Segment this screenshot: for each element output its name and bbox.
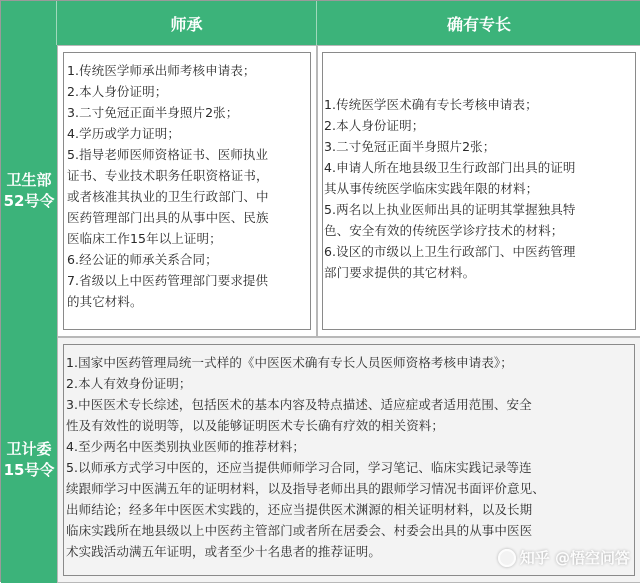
row-label-weishengbu-line1: 卫生部 <box>6 170 51 191</box>
watermark-logo-icon <box>498 549 516 567</box>
header-col-shicheng-label: 师承 <box>170 12 202 35</box>
list-item: 5.指导老师医师资格证书、医师执业 <box>67 144 269 165</box>
header-col-queyouzhuanchang <box>317 1 640 45</box>
list-item: 4.至少两名中医类别执业医师的推荐材料； <box>66 436 545 457</box>
list-item: 4.学历或学力证明； <box>67 123 269 144</box>
list-item: 6.设区的市级以上卫生行政部门、中医药管理 <box>324 241 576 262</box>
cell-queyouzhuanchang-52 <box>317 45 640 337</box>
list-item: 部门要求提供的其它材料。 <box>324 262 576 283</box>
header-corner <box>1 1 57 45</box>
header-col-queyouzhuanchang-label: 确有专长 <box>447 12 511 35</box>
row-label-weishengbu-line2: 52号令 <box>4 191 55 212</box>
list-item: 其从事传统医学临床实践年限的材料； <box>324 178 576 199</box>
header-col-shicheng <box>57 1 317 45</box>
list-item: 3.二寸免冠正面半身照片2张； <box>324 136 576 157</box>
row-label-weijiwei <box>1 337 57 583</box>
list-item: 1.传统医学师承出师考核申请表； <box>67 60 269 81</box>
list-item: 医临床工作15年以上证明； <box>67 228 269 249</box>
shicheng-list <box>67 60 269 312</box>
list-item: 6.经公证的师承关系合同； <box>67 249 269 270</box>
list-item: 2.本人有效身份证明； <box>66 373 545 394</box>
queyouzhuanchang-list <box>324 94 576 283</box>
list-item: 的其它材料。 <box>67 291 269 312</box>
list-item: 3.二寸免冠正面半身照片2张； <box>67 102 269 123</box>
watermark-text: 知乎 @悟空问答 <box>520 547 630 568</box>
list-item: 证书、专业技术职务任职资格证书， <box>67 165 269 186</box>
watermark <box>498 547 630 568</box>
list-item: 2.本人身份证明； <box>324 115 576 136</box>
weijiwei-list <box>66 352 545 562</box>
cell-shicheng-52 <box>57 45 317 337</box>
row-label-weishengbu <box>1 45 57 337</box>
list-item: 出师结论；经多年中医医术实践的，还应当提供医术渊源的相关证明材料，以及长期 <box>66 499 545 520</box>
list-item: 临床实践所在地县级以上中医药主管部门或者所在居委会、村委会出具的从事中医医 <box>66 520 545 541</box>
row-label-weijiwei-line2: 15号令 <box>4 460 55 481</box>
list-item: 1.传统医学医术确有专长考核申请表； <box>324 94 576 115</box>
list-item: 或者核准其执业的卫生行政部门、中 <box>67 186 269 207</box>
list-item: 1.国家中医药管理局统一式样的《中医医术确有专长人员医师资格考核申请表》； <box>66 352 545 373</box>
row-label-weijiwei-line1: 卫计委 <box>6 439 51 460</box>
list-item: 7.省级以上中医药管理部门要求提供 <box>67 270 269 291</box>
list-item: 色、安全有效的传统医学诊疗技术的材料； <box>324 220 576 241</box>
list-item: 3.中医医术专长综述，包括医术的基本内容及特点描述、适应症或者适用范围、安全 <box>66 394 545 415</box>
list-item: 5.两名以上执业医师出具的证明其掌握独具特 <box>324 199 576 220</box>
list-item: 性及有效性的说明等，以及能够证明医术专长确有疗效的相关资料； <box>66 415 545 436</box>
list-item: 医药管理部门出具的从事中医、民族 <box>67 207 269 228</box>
list-item: 2.本人身份证明； <box>67 81 269 102</box>
list-item: 术实践活动满五年证明，或者至少十名患者的推荐证明。 <box>66 541 545 562</box>
list-item: 续跟师学习中医满五年的证明材料，以及指导老师出具的跟师学习情况书面评价意见、 <box>66 478 545 499</box>
list-item: 5.以师承方式学习中医的，还应当提供师师学习合同，学习笔记、临床实践记录等连 <box>66 457 545 478</box>
list-item: 4.申请人所在地县级卫生行政部门出具的证明 <box>324 157 576 178</box>
